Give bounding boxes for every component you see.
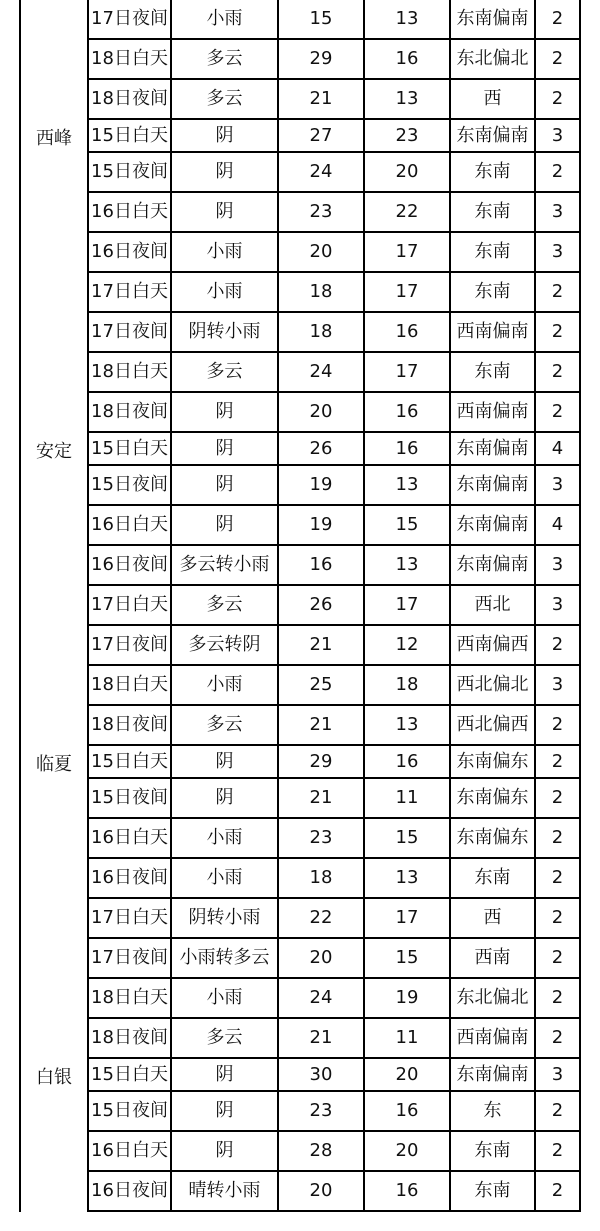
low-temperature-cell: 16 [364,1091,450,1131]
table-row [20,978,580,1018]
weather-condition-cell: 阴 [171,465,278,505]
wind-level-cell: 2 [535,79,580,119]
high-temperature-cell: 24 [278,152,364,192]
city-cell [20,1018,88,1058]
high-temperature-cell: 19 [278,465,364,505]
high-temperature-cell: 20 [278,392,364,432]
low-temperature-cell: 13 [364,465,450,505]
high-temperature-cell: 18 [278,272,364,312]
wind-direction-cell: 东南偏南 [450,432,535,465]
wind-direction-cell: 东南偏东 [450,818,535,858]
city-cell [20,232,88,272]
table-row [20,432,580,465]
table-row [20,312,580,352]
city-cell [20,1171,88,1211]
date-cell: 18日白天 [88,39,171,79]
date-cell: 15日夜间 [88,778,171,818]
wind-direction-cell: 东北偏北 [450,978,535,1018]
wind-direction-cell: 西北 [450,585,535,625]
table-row [20,858,580,898]
wind-direction-cell: 东南偏南 [450,119,535,152]
city-cell [20,465,88,505]
low-temperature-cell: 13 [364,705,450,745]
date-cell: 16日夜间 [88,545,171,585]
city-cell [20,898,88,938]
wind-direction-cell: 东北偏北 [450,39,535,79]
table-row [20,1018,580,1058]
wind-direction-cell: 西北偏西 [450,705,535,745]
date-cell: 16日夜间 [88,858,171,898]
high-temperature-cell: 29 [278,745,364,778]
wind-level-cell: 2 [535,778,580,818]
high-temperature-cell: 21 [278,79,364,119]
weather-condition-cell: 阴 [171,1058,278,1091]
low-temperature-cell: 11 [364,778,450,818]
city-cell [20,625,88,665]
city-cell: 西峰 [20,119,88,152]
table-row [20,898,580,938]
date-cell: 15日夜间 [88,465,171,505]
date-cell: 17日白天 [88,898,171,938]
high-temperature-cell: 22 [278,898,364,938]
wind-direction-cell: 东南 [450,272,535,312]
wind-direction-cell: 东南偏东 [450,745,535,778]
city-cell [20,705,88,745]
table-row [20,625,580,665]
weather-table-body [20,0,580,1211]
weather-condition-cell: 阴 [171,745,278,778]
wind-level-cell: 3 [535,1058,580,1091]
weather-condition-cell: 阴 [171,392,278,432]
city-cell [20,978,88,1018]
table-row [20,545,580,585]
low-temperature-cell: 20 [364,152,450,192]
wind-direction-cell: 西南偏西 [450,625,535,665]
low-temperature-cell: 17 [364,898,450,938]
high-temperature-cell: 20 [278,938,364,978]
high-temperature-cell: 25 [278,665,364,705]
table-row [20,465,580,505]
date-cell: 17日白天 [88,585,171,625]
high-temperature-cell: 21 [278,705,364,745]
city-cell [20,858,88,898]
weather-condition-cell: 小雨 [171,978,278,1018]
wind-direction-cell: 东南偏南 [450,465,535,505]
wind-direction-cell: 西南 [450,938,535,978]
city-cell [20,352,88,392]
date-cell: 17日夜间 [88,625,171,665]
wind-direction-cell: 东南偏南 [450,0,535,39]
low-temperature-cell: 18 [364,665,450,705]
wind-direction-cell: 东南偏南 [450,1058,535,1091]
low-temperature-cell: 17 [364,352,450,392]
table-row [20,0,580,39]
table-row [20,232,580,272]
date-cell: 18日夜间 [88,392,171,432]
table-row [20,665,580,705]
low-temperature-cell: 16 [364,432,450,465]
weather-condition-cell: 多云 [171,585,278,625]
wind-level-cell: 2 [535,1018,580,1058]
city-cell [20,505,88,545]
date-cell: 16日白天 [88,818,171,858]
low-temperature-cell: 13 [364,858,450,898]
date-cell: 15日白天 [88,432,171,465]
weather-condition-cell: 小雨 [171,272,278,312]
high-temperature-cell: 29 [278,39,364,79]
city-cell [20,192,88,232]
weather-condition-cell: 小雨 [171,665,278,705]
table-row [20,778,580,818]
date-cell: 16日白天 [88,505,171,545]
wind-level-cell: 4 [535,505,580,545]
table-row [20,938,580,978]
wind-level-cell: 2 [535,0,580,39]
date-cell: 17日夜间 [88,938,171,978]
high-temperature-cell: 30 [278,1058,364,1091]
wind-level-cell: 2 [535,312,580,352]
weather-condition-cell: 多云 [171,39,278,79]
city-cell [20,1131,88,1171]
city-cell [20,272,88,312]
low-temperature-cell: 17 [364,585,450,625]
table-row [20,152,580,192]
weather-condition-cell: 阴 [171,505,278,545]
table-row [20,1131,580,1171]
weather-condition-cell: 阴 [171,192,278,232]
weather-condition-cell: 阴转小雨 [171,898,278,938]
weather-condition-cell: 阴 [171,152,278,192]
high-temperature-cell: 26 [278,585,364,625]
date-cell: 15日夜间 [88,152,171,192]
wind-direction-cell: 东南 [450,352,535,392]
wind-direction-cell: 东南 [450,232,535,272]
wind-level-cell: 3 [535,585,580,625]
table-row [20,192,580,232]
table-row [20,1171,580,1211]
weather-condition-cell: 阴 [171,432,278,465]
wind-direction-cell: 东南偏东 [450,778,535,818]
wind-level-cell: 2 [535,978,580,1018]
weather-condition-cell: 小雨 [171,818,278,858]
table-row [20,1091,580,1131]
wind-level-cell: 3 [535,192,580,232]
table-row [20,272,580,312]
weather-condition-cell: 小雨 [171,0,278,39]
weather-condition-cell: 多云 [171,79,278,119]
weather-condition-cell: 阴 [171,1091,278,1131]
wind-level-cell: 3 [535,465,580,505]
table-row [20,39,580,79]
high-temperature-cell: 21 [278,625,364,665]
wind-level-cell: 2 [535,818,580,858]
low-temperature-cell: 20 [364,1058,450,1091]
date-cell: 18日白天 [88,978,171,1018]
weather-condition-cell: 多云 [171,705,278,745]
date-cell: 18日白天 [88,665,171,705]
high-temperature-cell: 24 [278,978,364,1018]
wind-level-cell: 2 [535,152,580,192]
date-cell: 17日夜间 [88,0,171,39]
table-row [20,505,580,545]
wind-direction-cell: 西南偏南 [450,392,535,432]
city-cell [20,778,88,818]
weather-condition-cell: 小雨转多云 [171,938,278,978]
high-temperature-cell: 27 [278,119,364,152]
low-temperature-cell: 19 [364,978,450,1018]
wind-level-cell: 2 [535,858,580,898]
city-cell [20,545,88,585]
city-cell [20,818,88,858]
weather-forecast-table [19,0,581,1212]
wind-level-cell: 2 [535,39,580,79]
table-row [20,705,580,745]
low-temperature-cell: 15 [364,505,450,545]
high-temperature-cell: 28 [278,1131,364,1171]
weather-condition-cell: 阴 [171,119,278,152]
weather-condition-cell: 小雨 [171,232,278,272]
weather-condition-cell: 小雨 [171,858,278,898]
table-row [20,1058,580,1091]
wind-direction-cell: 西南偏南 [450,1018,535,1058]
low-temperature-cell: 13 [364,0,450,39]
wind-level-cell: 2 [535,705,580,745]
low-temperature-cell: 16 [364,312,450,352]
table-row [20,79,580,119]
low-temperature-cell: 17 [364,232,450,272]
date-cell: 17日白天 [88,272,171,312]
low-temperature-cell: 13 [364,79,450,119]
date-cell: 16日夜间 [88,232,171,272]
wind-level-cell: 2 [535,392,580,432]
wind-direction-cell: 西 [450,79,535,119]
table-row [20,818,580,858]
high-temperature-cell: 15 [278,0,364,39]
wind-direction-cell: 东南 [450,192,535,232]
high-temperature-cell: 21 [278,1018,364,1058]
date-cell: 15日白天 [88,119,171,152]
wind-direction-cell: 东南 [450,152,535,192]
wind-level-cell: 3 [535,665,580,705]
high-temperature-cell: 24 [278,352,364,392]
date-cell: 18日夜间 [88,79,171,119]
weather-condition-cell: 阴 [171,778,278,818]
wind-level-cell: 2 [535,1171,580,1211]
weather-condition-cell: 多云 [171,1018,278,1058]
wind-direction-cell: 西 [450,898,535,938]
wind-level-cell: 3 [535,232,580,272]
wind-level-cell: 2 [535,1091,580,1131]
high-temperature-cell: 16 [278,545,364,585]
weather-condition-cell: 多云转阴 [171,625,278,665]
date-cell: 15日白天 [88,1058,171,1091]
high-temperature-cell: 19 [278,505,364,545]
high-temperature-cell: 18 [278,858,364,898]
low-temperature-cell: 22 [364,192,450,232]
low-temperature-cell: 12 [364,625,450,665]
table-row [20,585,580,625]
wind-level-cell: 3 [535,119,580,152]
city-cell [20,152,88,192]
weather-condition-cell: 多云 [171,352,278,392]
table-row [20,352,580,392]
wind-level-cell: 4 [535,432,580,465]
low-temperature-cell: 16 [364,39,450,79]
city-cell [20,392,88,432]
date-cell: 16日白天 [88,1131,171,1171]
city-cell: 安定 [20,432,88,465]
date-cell: 17日夜间 [88,312,171,352]
wind-direction-cell: 东 [450,1091,535,1131]
city-cell: 临夏 [20,745,88,778]
low-temperature-cell: 16 [364,745,450,778]
high-temperature-cell: 26 [278,432,364,465]
low-temperature-cell: 15 [364,938,450,978]
date-cell: 18日夜间 [88,705,171,745]
low-temperature-cell: 17 [364,272,450,312]
low-temperature-cell: 16 [364,1171,450,1211]
wind-level-cell: 2 [535,745,580,778]
high-temperature-cell: 23 [278,192,364,232]
high-temperature-cell: 18 [278,312,364,352]
wind-direction-cell: 东南偏南 [450,545,535,585]
date-cell: 18日夜间 [88,1018,171,1058]
table-row [20,119,580,152]
date-cell: 15日夜间 [88,1091,171,1131]
low-temperature-cell: 20 [364,1131,450,1171]
low-temperature-cell: 13 [364,545,450,585]
city-cell [20,585,88,625]
weather-condition-cell: 阴 [171,1131,278,1171]
wind-direction-cell: 东南偏南 [450,505,535,545]
city-cell [20,938,88,978]
low-temperature-cell: 16 [364,392,450,432]
weather-condition-cell: 阴转小雨 [171,312,278,352]
date-cell: 15日白天 [88,745,171,778]
wind-direction-cell: 东南 [450,1131,535,1171]
weather-condition-cell: 晴转小雨 [171,1171,278,1211]
low-temperature-cell: 11 [364,1018,450,1058]
city-cell [20,665,88,705]
wind-direction-cell: 东南 [450,1171,535,1211]
city-cell [20,1091,88,1131]
high-temperature-cell: 23 [278,818,364,858]
wind-level-cell: 2 [535,352,580,392]
high-temperature-cell: 20 [278,1171,364,1211]
high-temperature-cell: 20 [278,232,364,272]
wind-level-cell: 3 [535,545,580,585]
wind-level-cell: 2 [535,898,580,938]
city-cell [20,312,88,352]
wind-level-cell: 2 [535,1131,580,1171]
city-cell [20,0,88,39]
wind-direction-cell: 西北偏北 [450,665,535,705]
low-temperature-cell: 23 [364,119,450,152]
wind-level-cell: 2 [535,938,580,978]
wind-direction-cell: 西南偏南 [450,312,535,352]
wind-direction-cell: 东南 [450,858,535,898]
wind-level-cell: 2 [535,272,580,312]
city-cell: 白银 [20,1058,88,1091]
table-row [20,392,580,432]
table-row [20,745,580,778]
low-temperature-cell: 15 [364,818,450,858]
high-temperature-cell: 21 [278,778,364,818]
wind-level-cell: 2 [535,625,580,665]
date-cell: 16日夜间 [88,1171,171,1211]
city-cell [20,79,88,119]
city-cell [20,39,88,79]
weather-condition-cell: 多云转小雨 [171,545,278,585]
date-cell: 18日白天 [88,352,171,392]
high-temperature-cell: 23 [278,1091,364,1131]
date-cell: 16日白天 [88,192,171,232]
